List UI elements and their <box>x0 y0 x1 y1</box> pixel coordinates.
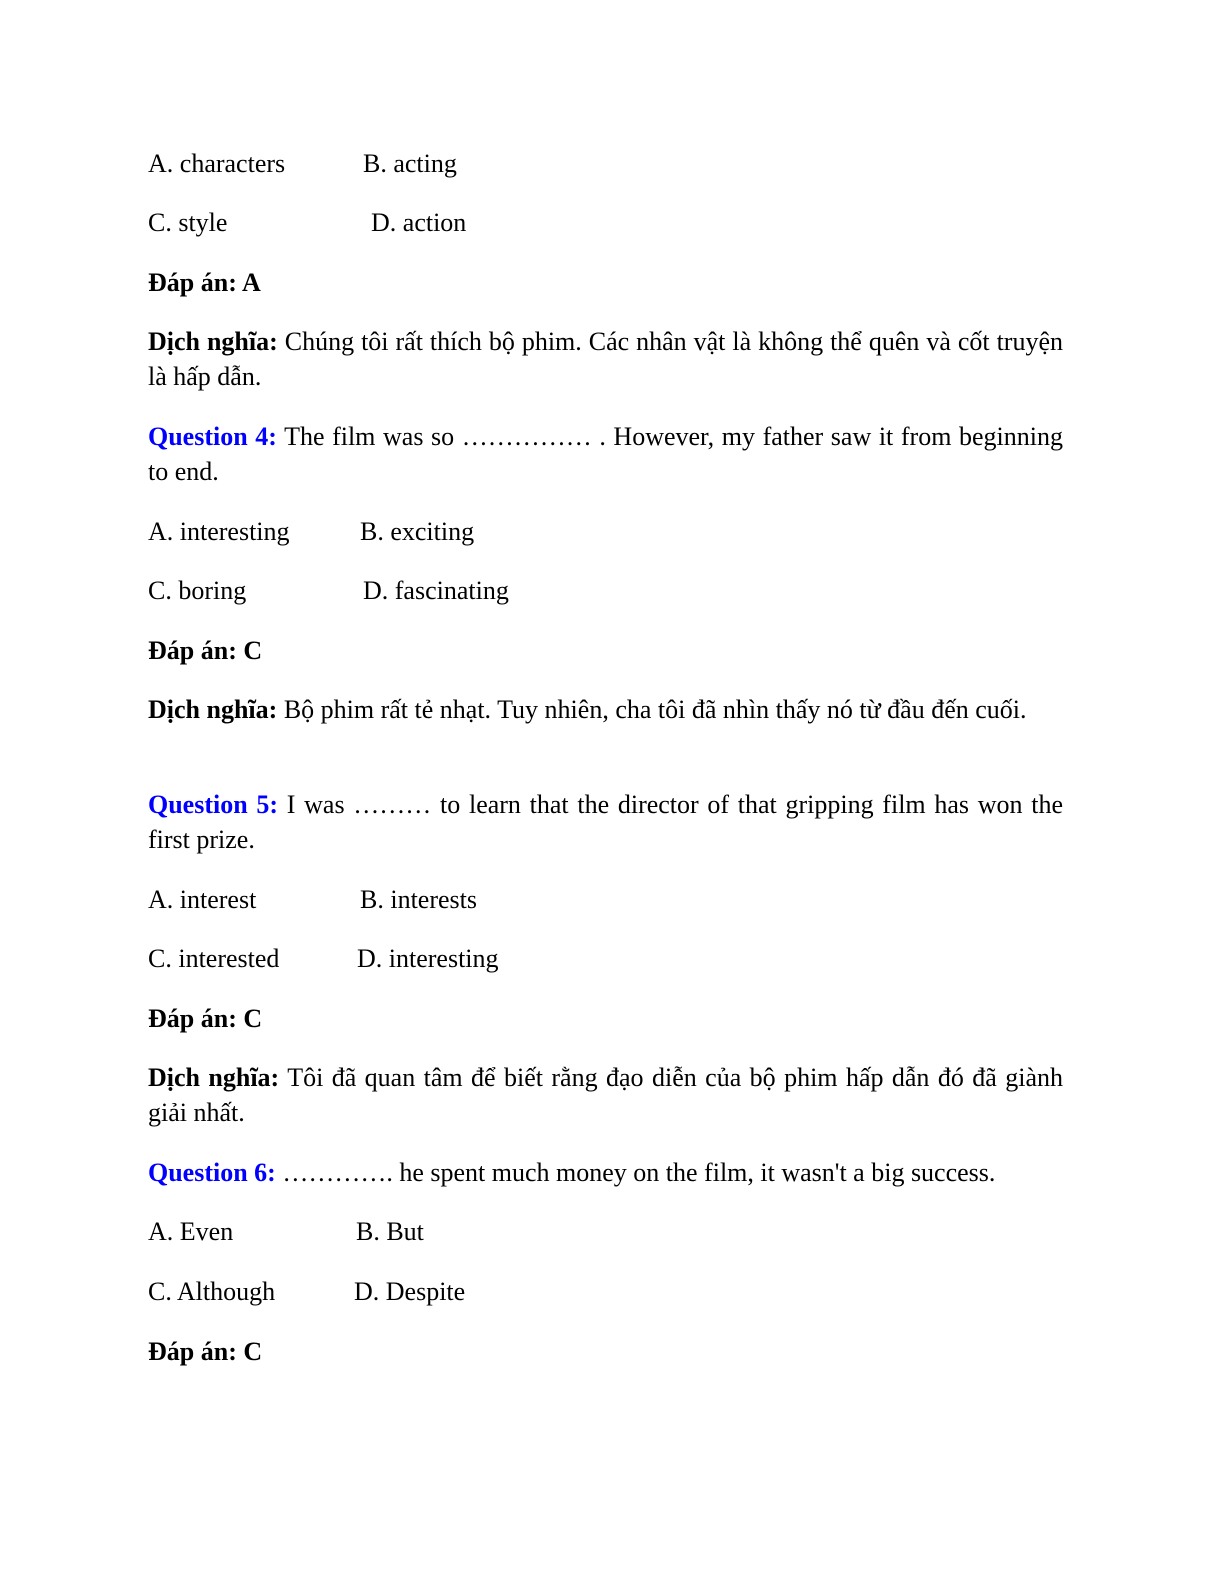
option-c: C. Although <box>148 1277 276 1306</box>
option-d: D. interesting <box>357 944 499 973</box>
answer-value: C <box>243 1337 263 1366</box>
answer-line <box>148 265 261 300</box>
translation-text: Tôi đã quan tâm để biết rằng đạo diễn của bộ phim hấp dẫn đó đã giành giải nhất. <box>148 1063 1063 1127</box>
option-a: A. Even <box>148 1217 234 1246</box>
question-paragraph <box>148 787 1063 857</box>
answer-line <box>148 633 262 668</box>
option-c: C. style <box>148 208 228 237</box>
question-paragraph <box>148 1155 995 1190</box>
translation-paragraph <box>148 692 1063 727</box>
translation-paragraph <box>148 324 1063 394</box>
question-label: Question 6: <box>148 1158 276 1187</box>
option-d: D. action <box>371 208 467 237</box>
question-label: Question 5: <box>148 790 279 819</box>
question-text: …………. he spent much money on the film, it wasn't a big success. <box>282 1158 996 1187</box>
option-b: B. interests <box>360 885 477 914</box>
answer-line <box>148 1334 262 1369</box>
option-d: D. fascinating <box>363 576 509 605</box>
translation-label: Dịch nghĩa: <box>148 695 278 724</box>
answer-line <box>148 1001 262 1036</box>
question-paragraph <box>148 419 1063 489</box>
option-c: C. interested <box>148 944 280 973</box>
translation-label: Dịch nghĩa: <box>148 1063 280 1092</box>
option-a: A. interesting <box>148 517 290 546</box>
document-page <box>148 0 1063 1584</box>
option-a: A. characters <box>148 149 286 178</box>
option-a: A. interest <box>148 885 257 914</box>
answer-label: Đáp án: <box>148 268 237 297</box>
answer-value: A <box>241 268 261 297</box>
option-b: B. acting <box>363 149 457 178</box>
translation-text: Chúng tôi rất thích bộ phim. Các nhân vật là không thể quên và cốt truyện là hấp dẫn. <box>148 327 1064 391</box>
translation-text: Bộ phim rất tẻ nhạt. Tuy nhiên, cha tôi đã nhìn thấy nó từ đầu đến cuối. <box>283 695 1027 724</box>
option-c: C. boring <box>148 576 247 605</box>
answer-label: Đáp án: <box>148 1337 237 1366</box>
option-b: B. exciting <box>360 517 475 546</box>
question-label: Question 4: <box>148 422 277 451</box>
option-d: D. Despite <box>354 1277 466 1306</box>
answer-value: C <box>243 636 263 665</box>
option-b: B. But <box>356 1217 424 1246</box>
answer-value: C <box>243 1004 263 1033</box>
answer-label: Đáp án: <box>148 1004 237 1033</box>
answer-label: Đáp án: <box>148 636 237 665</box>
question-text: I was ……… to learn that the director of that gripping film has won the first prize. <box>148 790 1063 854</box>
translation-paragraph <box>148 1060 1063 1130</box>
question-text: The film was so …………… . However, my father saw it from beginning to end. <box>148 422 1063 486</box>
translation-label: Dịch nghĩa: <box>148 327 278 356</box>
